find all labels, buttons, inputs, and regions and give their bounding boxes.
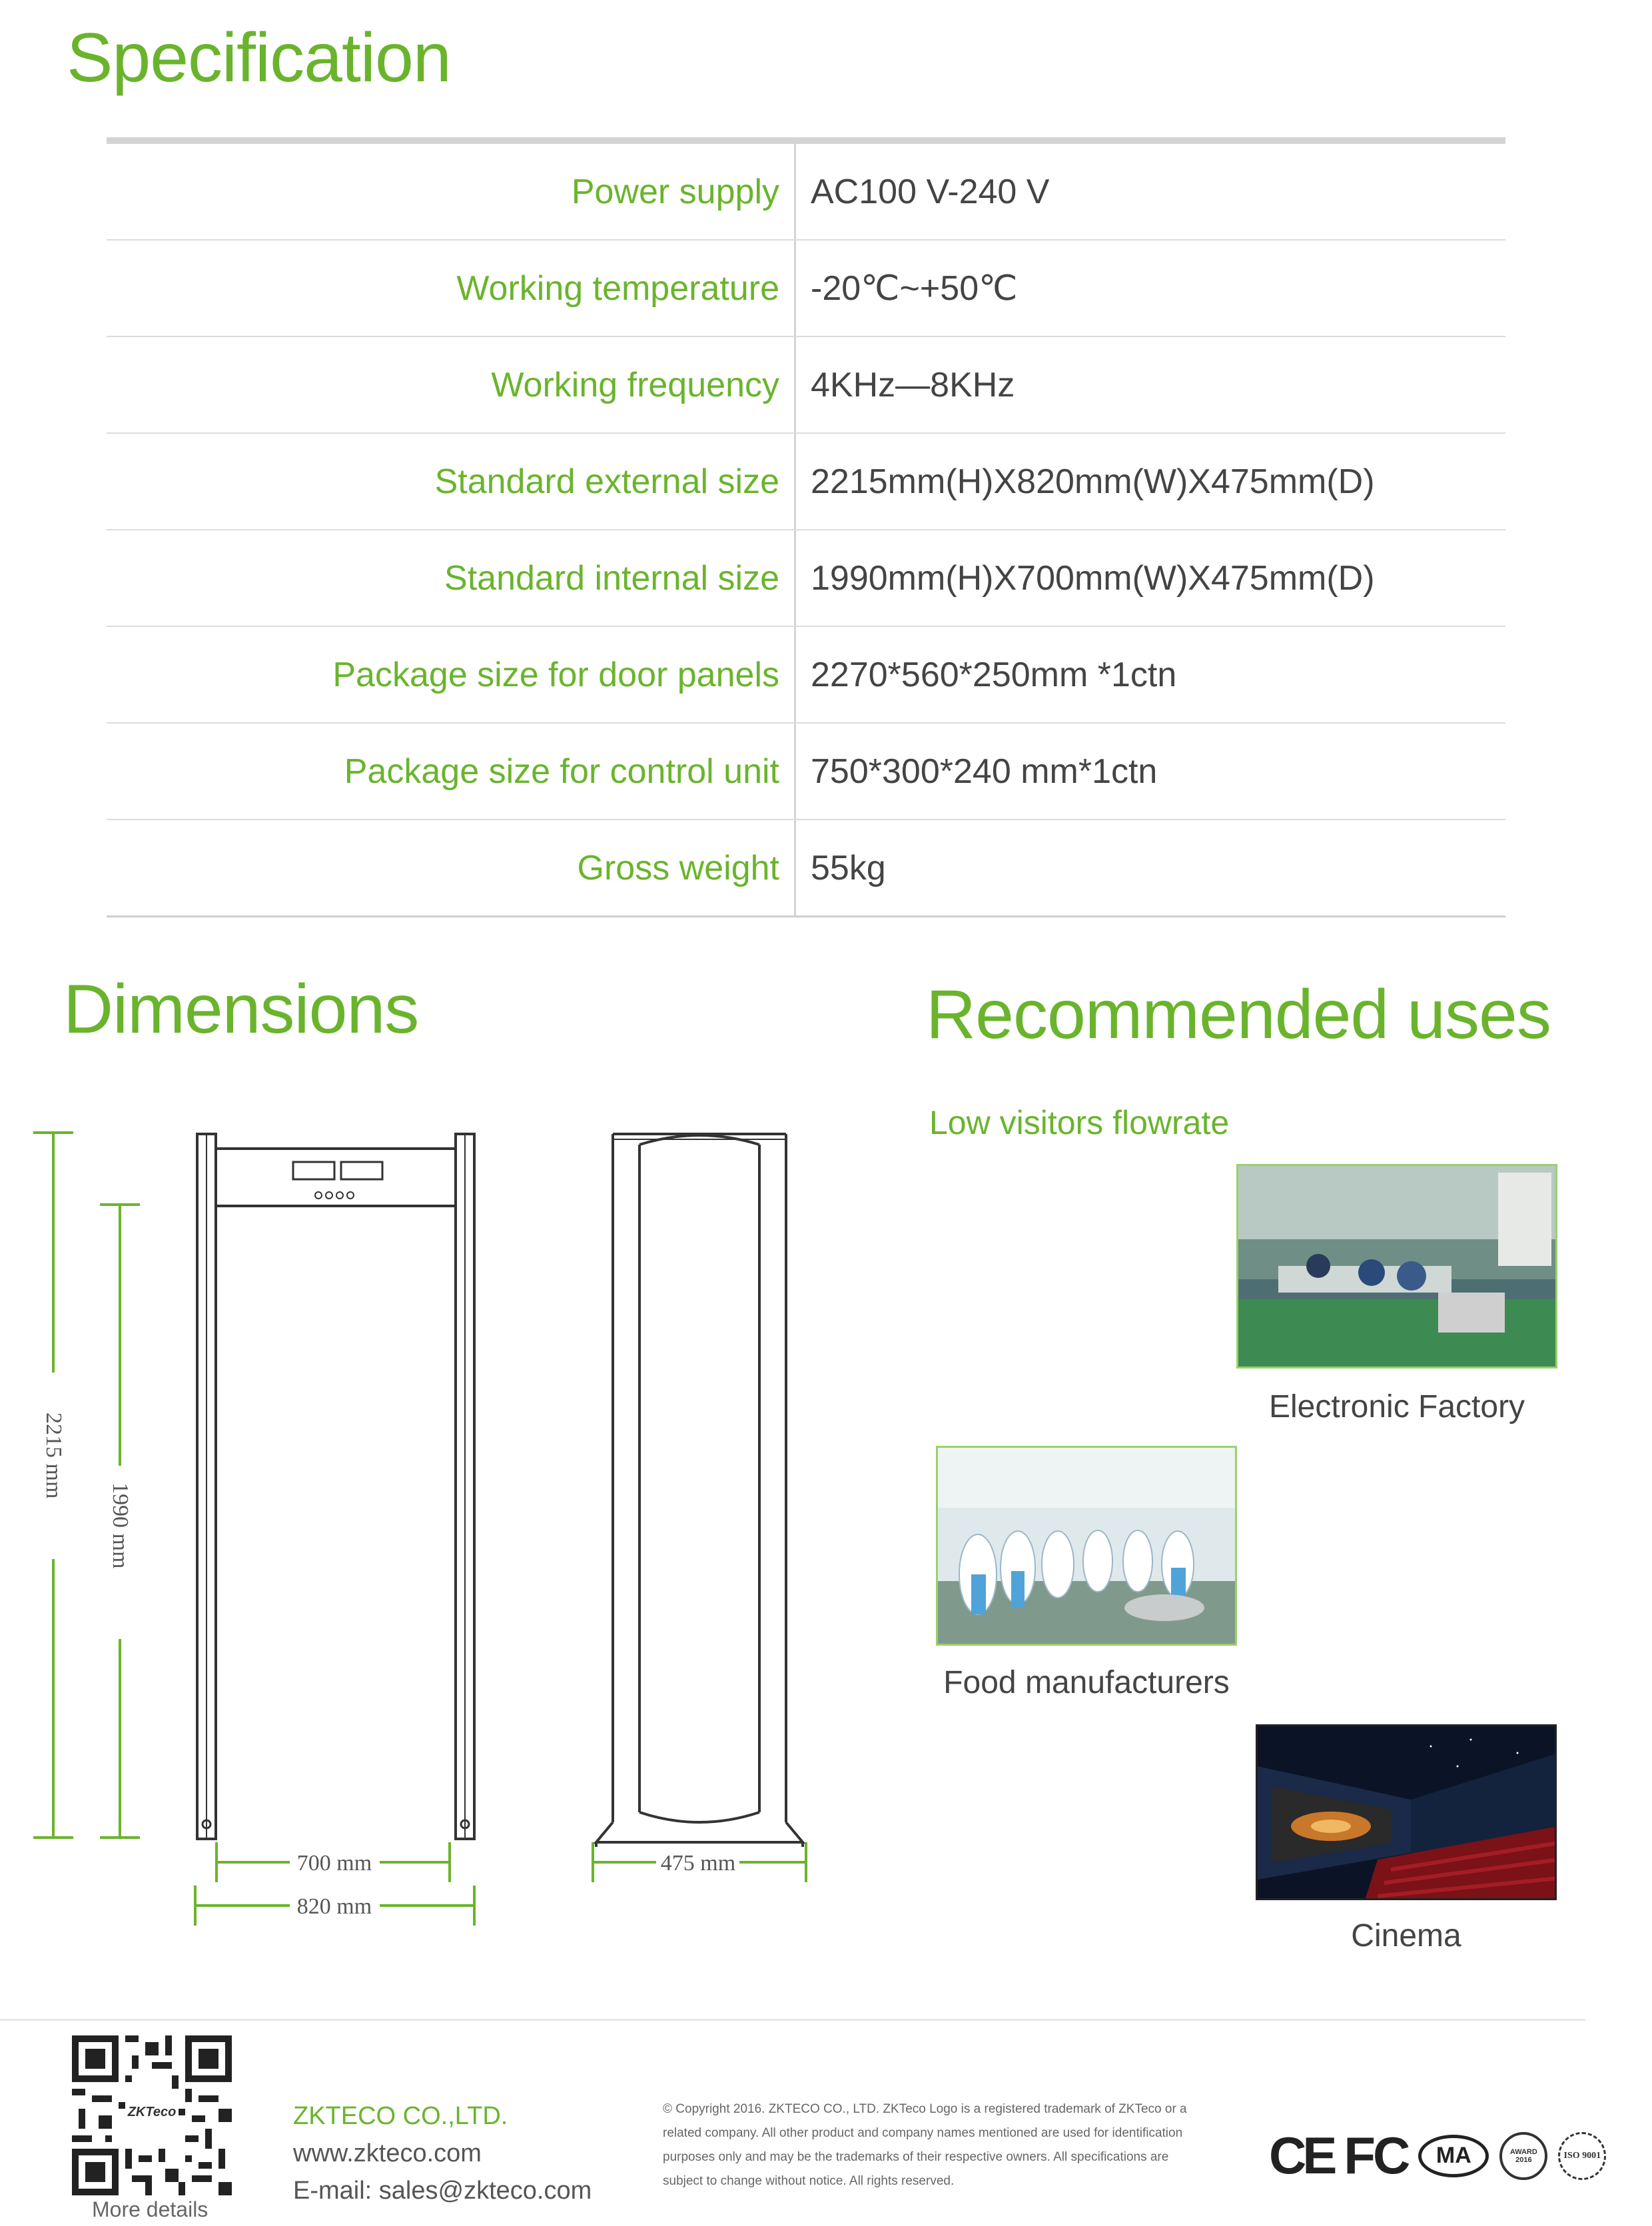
spec-value: 2215mm(H)X820mm(W)X475mm(D) — [794, 434, 1505, 529]
spec-row — [107, 241, 1505, 337]
copyright-line: subject to change without notice. All rights reserved. — [663, 2174, 955, 2188]
specification-heading: Specification — [67, 19, 451, 97]
cma-mark-icon — [1418, 2135, 1489, 2177]
ce-mark-icon: CE — [1269, 2126, 1334, 2185]
spec-row — [107, 337, 1505, 434]
company-name: ZKTECO CO.,LTD. — [293, 2102, 508, 2130]
use-caption: Cinema — [1351, 1918, 1461, 1953]
electronic-factory-photo — [1236, 1164, 1557, 1369]
copyright-notice — [663, 2097, 1249, 2193]
dimensions-heading: Dimensions — [63, 971, 419, 1048]
height-internal-label: 1990 mm — [108, 1482, 133, 1569]
website-link[interactable]: www.zkteco.com — [293, 2139, 482, 2167]
spec-label: Standard external size — [434, 462, 779, 501]
qr-logo-text: ZKTeco — [127, 2105, 177, 2119]
footer-divider — [0, 2019, 1585, 2021]
spec-row — [107, 820, 1505, 917]
spec-value: 2270*560*250mm *1ctn — [794, 627, 1505, 722]
spec-row — [107, 434, 1505, 530]
cma-label: MA — [1436, 2143, 1471, 2168]
spec-label: Working temperature — [456, 269, 779, 308]
spec-row — [107, 627, 1505, 724]
food-manufacturers-photo — [936, 1446, 1237, 1646]
spec-row — [107, 144, 1505, 241]
spec-label: Package size for control unit — [344, 752, 779, 791]
iso-badge-icon — [1558, 2132, 1606, 2180]
spec-label: Standard internal size — [444, 558, 779, 598]
spec-value: -20℃~+50℃ — [794, 241, 1505, 336]
award-badge-icon — [1499, 2132, 1547, 2180]
certification-logos — [1269, 2125, 1606, 2186]
fcc-mark-icon: FC — [1344, 2126, 1408, 2185]
copyright-line: purposes only and may be the trademarks of their respective owners. All specifications are — [663, 2150, 1169, 2164]
spec-table — [107, 137, 1505, 917]
award-label: AWARD 2016 — [1509, 2147, 1537, 2164]
cinema-image — [1258, 1726, 1557, 1900]
gate-front-view — [197, 1134, 474, 1839]
spec-row — [107, 724, 1505, 820]
dimensions-drawing — [0, 1119, 866, 1959]
qr-code[interactable] — [72, 2035, 232, 2195]
email-link[interactable]: E-mail: sales@zkteco.com — [293, 2177, 592, 2205]
use-caption: Food manufacturers — [943, 1665, 1230, 1700]
food-factory-image — [938, 1448, 1237, 1646]
spec-row — [107, 530, 1505, 627]
cinema-photo — [1256, 1724, 1557, 1900]
uses-subtitle: Low visitors flowrate — [929, 1104, 1230, 1141]
depth-label: 475 mm — [660, 1851, 736, 1876]
spec-label: Power supply — [571, 172, 779, 211]
copyright-line: © Copyright 2016. ZKTECO CO., LTD. ZKTeco Logo is a registered trademark of ZKTeco or a — [663, 2102, 1187, 2116]
factory-image — [1238, 1166, 1557, 1369]
spec-value: AC100 V-240 V — [794, 144, 1505, 239]
spec-value: 750*300*240 mm*1ctn — [794, 724, 1505, 819]
spec-value: 55kg — [794, 820, 1505, 915]
width-external-label: 820 mm — [296, 1894, 372, 1919]
spec-label: Working frequency — [491, 365, 779, 404]
spec-label: Package size for door panels — [332, 655, 779, 694]
copyright-line: related company. All other product and company names mentioned are used for identification — [663, 2126, 1183, 2140]
height-external-label: 2215 mm — [41, 1412, 66, 1499]
width-internal-label: 700 mm — [296, 1851, 372, 1876]
spec-value: 1990mm(H)X700mm(W)X475mm(D) — [794, 530, 1505, 626]
recommended-uses-heading: Recommended uses — [926, 976, 1551, 1053]
use-caption: Electronic Factory — [1268, 1389, 1525, 1424]
spec-value: 4KHz—8KHz — [794, 337, 1505, 432]
gate-side-view — [596, 1134, 803, 1847]
company-info — [293, 2097, 592, 2209]
more-details-link[interactable]: More details — [92, 2197, 208, 2221]
iso-label: ISO 9001 — [1563, 2151, 1601, 2161]
spec-label: Gross weight — [577, 848, 779, 887]
